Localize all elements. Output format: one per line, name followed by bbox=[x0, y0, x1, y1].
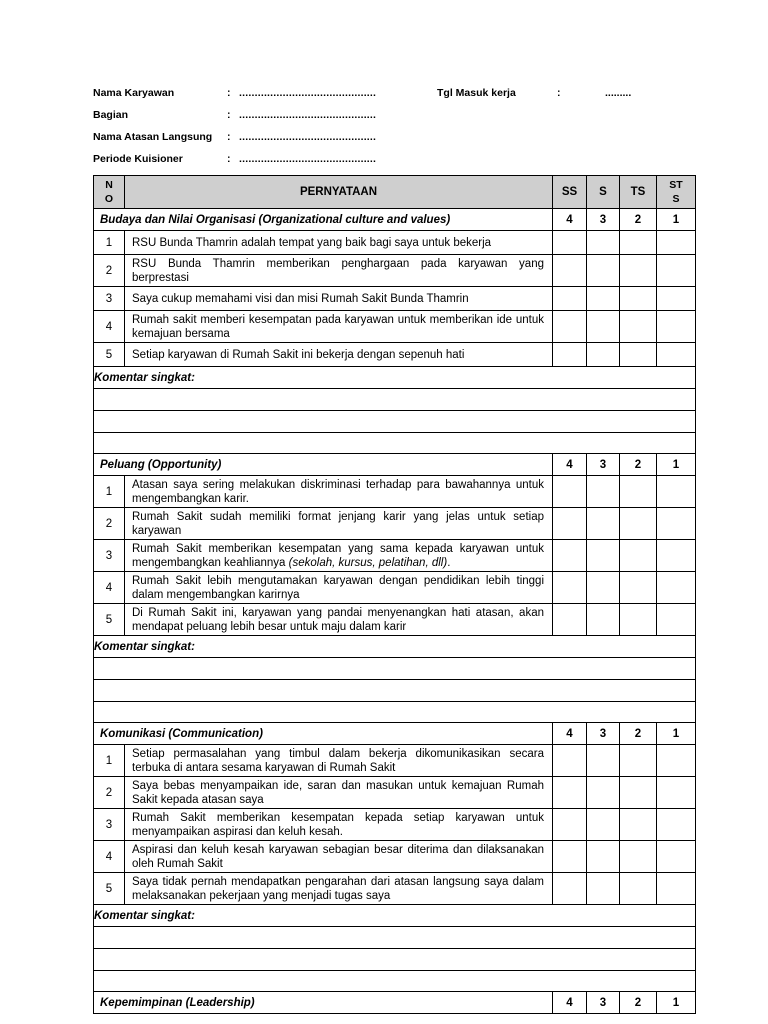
question-text: Atasan saya sering melakukan diskriminasi terhadap para bawahannya untuk mengembangkan karir. bbox=[125, 476, 553, 508]
answer-cell-ss[interactable] bbox=[553, 745, 587, 777]
colon: : bbox=[227, 131, 231, 143]
question-row bbox=[94, 572, 696, 604]
answer-cell-ts[interactable] bbox=[620, 231, 657, 255]
section-header-row bbox=[94, 992, 696, 1014]
col-header-ts: TS bbox=[620, 176, 657, 209]
question-row bbox=[94, 540, 696, 572]
question-number: 5 bbox=[94, 343, 125, 367]
answer-cell-ss[interactable] bbox=[553, 231, 587, 255]
answer-cell-sts[interactable] bbox=[657, 873, 696, 905]
colon: : bbox=[227, 87, 231, 99]
answer-cell-s[interactable] bbox=[587, 777, 620, 809]
komentar-line bbox=[94, 389, 696, 411]
komentar-label: Komentar singkat: bbox=[94, 636, 696, 658]
question-number: 2 bbox=[94, 777, 125, 809]
spacer-cell bbox=[94, 433, 696, 454]
komentar-input-line[interactable] bbox=[94, 389, 696, 411]
spacer-cell bbox=[94, 702, 696, 723]
questionnaire-table bbox=[93, 175, 696, 1014]
answer-cell-s[interactable] bbox=[587, 572, 620, 604]
spacer-cell bbox=[94, 971, 696, 992]
question-number: 4 bbox=[94, 841, 125, 873]
colon: : bbox=[227, 109, 231, 121]
section-title: Komunikasi (Communication) bbox=[94, 723, 553, 745]
section-spacer bbox=[94, 971, 696, 992]
answer-cell-ss[interactable] bbox=[553, 476, 587, 508]
answer-cell-s[interactable] bbox=[587, 231, 620, 255]
komentar-label: Komentar singkat: bbox=[94, 367, 696, 389]
answer-cell-s[interactable] bbox=[587, 873, 620, 905]
answer-cell-s[interactable] bbox=[587, 841, 620, 873]
answer-cell-s[interactable] bbox=[587, 287, 620, 311]
answer-cell-ts[interactable] bbox=[620, 604, 657, 636]
komentar-input-line[interactable] bbox=[94, 927, 696, 949]
question-row bbox=[94, 343, 696, 367]
question-number: 3 bbox=[94, 809, 125, 841]
question-row bbox=[94, 809, 696, 841]
score-label: 3 bbox=[587, 454, 620, 476]
question-row bbox=[94, 311, 696, 343]
answer-cell-ss[interactable] bbox=[553, 841, 587, 873]
score-label: 1 bbox=[657, 723, 696, 745]
score-label: 2 bbox=[620, 723, 657, 745]
question-row bbox=[94, 255, 696, 287]
question-row bbox=[94, 508, 696, 540]
answer-cell-ts[interactable] bbox=[620, 343, 657, 367]
question-text: Rumah Sakit memberikan kesempatan kepada setiap karyawan untuk menyampaikan aspirasi dan keluh kesah. bbox=[125, 809, 553, 841]
section-spacer bbox=[94, 702, 696, 723]
answer-cell-ss[interactable] bbox=[553, 604, 587, 636]
komentar-line bbox=[94, 927, 696, 949]
section-title: Budaya dan Nilai Organisasi (Organizational culture and values) bbox=[94, 209, 553, 231]
answer-cell-s[interactable] bbox=[587, 311, 620, 343]
colon: : bbox=[227, 153, 231, 165]
question-text: RSU Bunda Thamrin memberikan penghargaan pada karyawan yang berprestasi bbox=[125, 255, 553, 287]
tgl-masuk-label: Tgl Masuk kerja bbox=[437, 87, 516, 99]
answer-cell-ts[interactable] bbox=[620, 873, 657, 905]
answer-cell-ss[interactable] bbox=[553, 572, 587, 604]
question-row bbox=[94, 777, 696, 809]
nama-atasan-fill[interactable]: ............................................ bbox=[239, 131, 377, 143]
answer-cell-ts[interactable] bbox=[620, 476, 657, 508]
question-number: 3 bbox=[94, 540, 125, 572]
section-header-row bbox=[94, 209, 696, 231]
question-row bbox=[94, 873, 696, 905]
question-number: 4 bbox=[94, 572, 125, 604]
answer-cell-sts[interactable] bbox=[657, 745, 696, 777]
question-number: 3 bbox=[94, 287, 125, 311]
question-number: 1 bbox=[94, 745, 125, 777]
komentar-row bbox=[94, 905, 696, 927]
answer-cell-s[interactable] bbox=[587, 508, 620, 540]
colon: : bbox=[557, 87, 561, 99]
answer-cell-ss[interactable] bbox=[553, 287, 587, 311]
answer-cell-ts[interactable] bbox=[620, 508, 657, 540]
answer-cell-ts[interactable] bbox=[620, 841, 657, 873]
answer-cell-sts[interactable] bbox=[657, 508, 696, 540]
answer-cell-sts[interactable] bbox=[657, 231, 696, 255]
question-row bbox=[94, 476, 696, 508]
question-text: Aspirasi dan keluh kesah karyawan sebagian besar diterima dan dilaksanakan oleh Rumah Sakit bbox=[125, 841, 553, 873]
question-row bbox=[94, 745, 696, 777]
nama-atasan-label: Nama Atasan Langsung bbox=[93, 131, 213, 143]
score-label: 2 bbox=[620, 209, 657, 231]
answer-cell-sts[interactable] bbox=[657, 841, 696, 873]
answer-cell-ts[interactable] bbox=[620, 809, 657, 841]
answer-cell-ss[interactable] bbox=[553, 873, 587, 905]
score-label: 3 bbox=[587, 723, 620, 745]
answer-cell-sts[interactable] bbox=[657, 777, 696, 809]
answer-cell-ts[interactable] bbox=[620, 572, 657, 604]
score-label: 2 bbox=[620, 992, 657, 1014]
answer-cell-ts[interactable] bbox=[620, 311, 657, 343]
komentar-row bbox=[94, 636, 696, 658]
periode-label: Periode Kuisioner bbox=[93, 153, 183, 165]
section-header-row bbox=[94, 723, 696, 745]
komentar-label: Komentar singkat: bbox=[94, 905, 696, 927]
question-row bbox=[94, 287, 696, 311]
question-row bbox=[94, 604, 696, 636]
answer-cell-ss[interactable] bbox=[553, 777, 587, 809]
nama-karyawan-fill[interactable]: ............................................ bbox=[239, 87, 377, 99]
col-header-pernyataan: PERNYATAAN bbox=[125, 176, 553, 209]
bagian-label: Bagian bbox=[93, 109, 129, 121]
question-text: Saya tidak pernah mendapatkan pengarahan dari atasan langsung saya dalam melaksanakan pekerjaan yang menjadi tugas saya bbox=[125, 873, 553, 905]
answer-cell-sts[interactable] bbox=[657, 476, 696, 508]
question-text: Rumah Sakit sudah memiliki format jenjang karir yang jelas untuk setiap karyawan bbox=[125, 508, 553, 540]
question-row bbox=[94, 841, 696, 873]
bagian-fill[interactable]: ............................................ bbox=[239, 109, 377, 121]
score-label: 2 bbox=[620, 454, 657, 476]
question-text: Rumah Sakit memberikan kesempatan yang sama kepada karyawan untuk mengembangkan keahliannya (sekolah, kursus, pelatihan, dll). bbox=[125, 540, 553, 572]
table-header-row bbox=[94, 176, 696, 209]
question-number: 2 bbox=[94, 508, 125, 540]
question-number: 5 bbox=[94, 604, 125, 636]
komentar-input-line[interactable] bbox=[94, 658, 696, 680]
question-text: Setiap permasalahan yang timbul dalam bekerja dikomunikasikan secara terbuka di antara sesama karyawan di Rumah Sakit bbox=[125, 745, 553, 777]
question-text: Rumah Sakit lebih mengutamakan karyawan dengan pendidikan lebih tinggi dalam mengembangkan karirnya bbox=[125, 572, 553, 604]
question-text: Di Rumah Sakit ini, karyawan yang pandai menyenangkan hati atasan, akan mendapat peluang lebih besar untuk maju dalam karir bbox=[125, 604, 553, 636]
score-label: 4 bbox=[553, 992, 587, 1014]
question-number: 5 bbox=[94, 873, 125, 905]
question-text: Rumah sakit memberi kesempatan pada karyawan untuk memberikan ide untuk kemajuan bersama bbox=[125, 311, 553, 343]
komentar-line bbox=[94, 680, 696, 702]
score-label: 1 bbox=[657, 209, 696, 231]
col-header-sts: ST S bbox=[657, 176, 696, 209]
answer-cell-s[interactable] bbox=[587, 476, 620, 508]
answer-cell-s[interactable] bbox=[587, 343, 620, 367]
komentar-line bbox=[94, 411, 696, 433]
answer-cell-ss[interactable] bbox=[553, 255, 587, 287]
question-number: 1 bbox=[94, 231, 125, 255]
answer-cell-s[interactable] bbox=[587, 809, 620, 841]
score-label: 1 bbox=[657, 992, 696, 1014]
answer-cell-s[interactable] bbox=[587, 604, 620, 636]
score-label: 4 bbox=[553, 723, 587, 745]
komentar-input-line[interactable] bbox=[94, 680, 696, 702]
score-label: 4 bbox=[553, 454, 587, 476]
score-label: 3 bbox=[587, 209, 620, 231]
answer-cell-sts[interactable] bbox=[657, 255, 696, 287]
answer-cell-ts[interactable] bbox=[620, 255, 657, 287]
answer-cell-sts[interactable] bbox=[657, 809, 696, 841]
answer-cell-ss[interactable] bbox=[553, 809, 587, 841]
section-title: Kepemimpinan (Leadership) bbox=[94, 992, 553, 1014]
answer-cell-ts[interactable] bbox=[620, 777, 657, 809]
question-text: Saya cukup memahami visi dan misi Rumah Sakit Bunda Thamrin bbox=[125, 287, 553, 311]
question-text: RSU Bunda Thamrin adalah tempat yang baik bagi saya untuk bekerja bbox=[125, 231, 553, 255]
periode-fill[interactable]: ............................................ bbox=[239, 153, 377, 165]
answer-cell-sts[interactable] bbox=[657, 287, 696, 311]
answer-cell-ss[interactable] bbox=[553, 311, 587, 343]
answer-cell-s[interactable] bbox=[587, 540, 620, 572]
score-label: 4 bbox=[553, 209, 587, 231]
score-label: 1 bbox=[657, 454, 696, 476]
answer-cell-ss[interactable] bbox=[553, 343, 587, 367]
answer-cell-ts[interactable] bbox=[620, 745, 657, 777]
komentar-line bbox=[94, 658, 696, 680]
section-title: Peluang (Opportunity) bbox=[94, 454, 553, 476]
question-row bbox=[94, 231, 696, 255]
answer-cell-ts[interactable] bbox=[620, 287, 657, 311]
answer-cell-sts[interactable] bbox=[657, 343, 696, 367]
komentar-line bbox=[94, 949, 696, 971]
nama-karyawan-label: Nama Karyawan bbox=[93, 87, 175, 99]
col-header-no: N O bbox=[94, 176, 125, 209]
answer-cell-ss[interactable] bbox=[553, 508, 587, 540]
question-text-italic: (sekolah, kursus, pelatihan, dll) bbox=[288, 556, 448, 569]
answer-cell-s[interactable] bbox=[587, 745, 620, 777]
answer-cell-s[interactable] bbox=[587, 255, 620, 287]
question-text: Setiap karyawan di Rumah Sakit ini bekerja dengan sepenuh hati bbox=[125, 343, 553, 367]
komentar-row bbox=[94, 367, 696, 389]
answer-cell-ss[interactable] bbox=[553, 540, 587, 572]
komentar-input-line[interactable] bbox=[94, 949, 696, 971]
section-header-row bbox=[94, 454, 696, 476]
answer-cell-sts[interactable] bbox=[657, 604, 696, 636]
answer-cell-sts[interactable] bbox=[657, 572, 696, 604]
col-header-ss: SS bbox=[553, 176, 587, 209]
answer-cell-sts[interactable] bbox=[657, 311, 696, 343]
col-header-s: S bbox=[587, 176, 620, 209]
question-number: 4 bbox=[94, 311, 125, 343]
komentar-input-line[interactable] bbox=[94, 411, 696, 433]
question-number: 2 bbox=[94, 255, 125, 287]
question-text: Saya bebas menyampaikan ide, saran dan masukan untuk kemajuan Rumah Sakit kepada atasan saya bbox=[125, 777, 553, 809]
tgl-masuk-fill[interactable]: ......... bbox=[605, 87, 632, 99]
score-label: 3 bbox=[587, 992, 620, 1014]
answer-cell-sts[interactable] bbox=[657, 540, 696, 572]
section-spacer bbox=[94, 433, 696, 454]
answer-cell-ts[interactable] bbox=[620, 540, 657, 572]
question-number: 1 bbox=[94, 476, 125, 508]
